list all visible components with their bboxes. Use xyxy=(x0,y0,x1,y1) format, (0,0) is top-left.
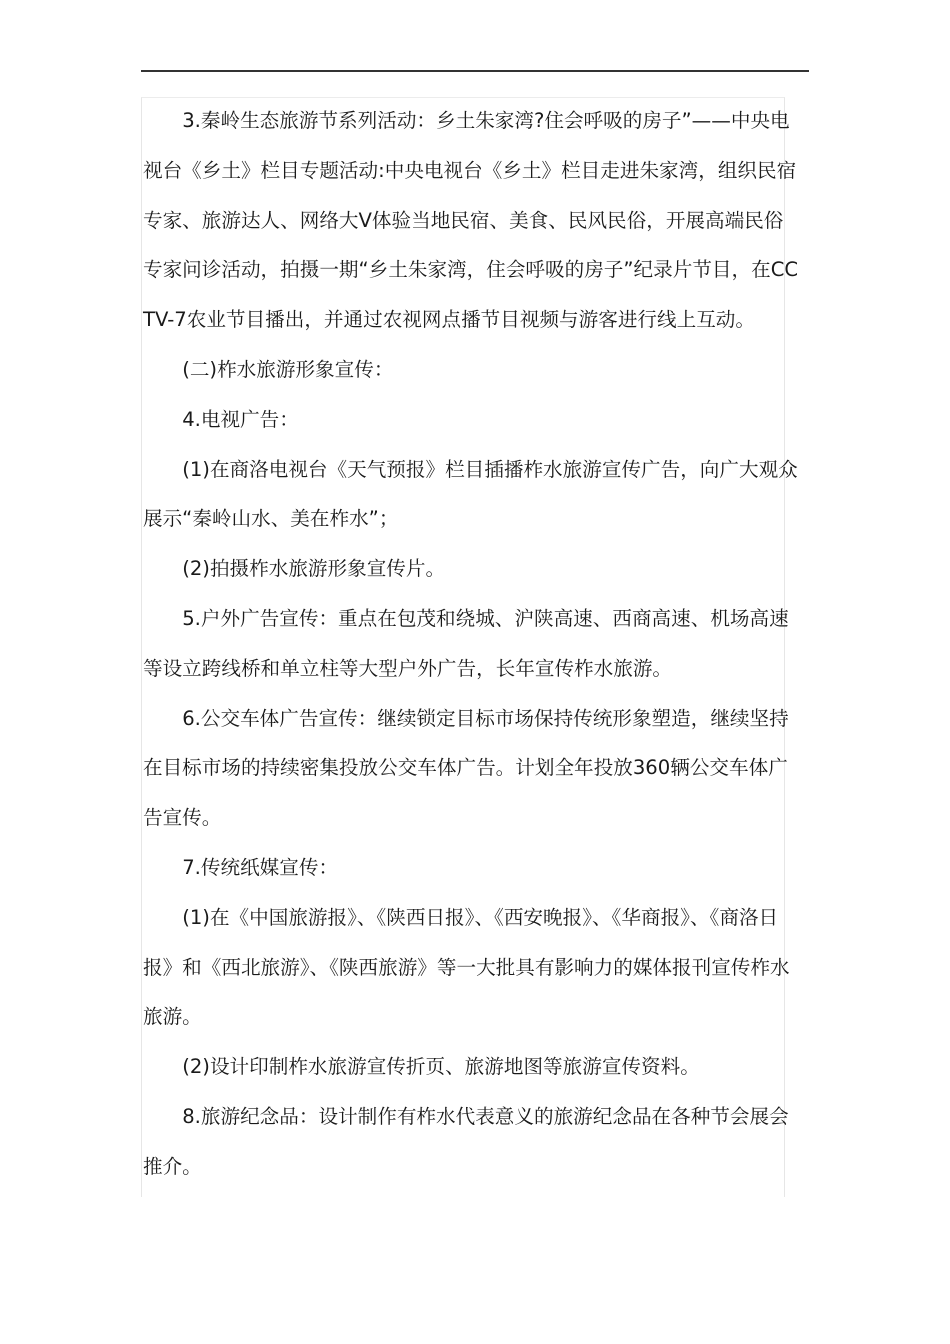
paragraph-activity-3: 3.秦岭生态旅游节系列活动：乡土朱家湾?住会呼吸的房子”——中央电视台《乡土》栏目专题活动:中央电视台《乡土》栏目走进朱家湾，组织民宿专家、旅游达人、网络大V体验当地民宿、美食、民风民俗，开展高端民俗专家问诊活动，拍摄一期“乡土朱家湾，住会呼吸的房子”纪录片节目，在CCTV-7农业节目播出，并通过农视网点播节目视频与游客进行线上互动。 xyxy=(143,109,799,332)
paragraph-tv-ads-heading: 4.电视广告： xyxy=(182,407,299,431)
paragraph-print-media-heading: 7.传统纸媒宣传： xyxy=(182,855,339,879)
section-heading-image-promotion: (二)柞水旅游形象宣传： xyxy=(182,357,394,381)
document-body xyxy=(143,96,799,1192)
paragraph-print-media-1: (1)在《中国旅游报》、《陕西日报》、《西安晚报》、《华商报》、《商洛日报》和《西北旅游》、《陕西旅游》等一大批具有影响力的媒体报刊宣传柞水旅游。 xyxy=(143,905,790,1029)
header-rule xyxy=(141,70,809,72)
paragraph-tv-ads-1: (1)在商洛电视台《天气预报》栏目插播柞水旅游宣传广告，向广大观众展示“秦岭山水、美在柞水”； xyxy=(143,457,798,531)
paragraph-print-media-2: (2)设计印制柞水旅游宣传折页、旅游地图等旅游宣传资料。 xyxy=(182,1055,700,1079)
paragraph-souvenirs: 8.旅游纪念品：设计制作有柞水代表意义的旅游纪念品在各种节会展会推介。 xyxy=(143,1104,789,1178)
paragraph-outdoor-ads: 5.户外广告宣传：重点在包茂和绕城、沪陕高速、西商高速、机场高速等设立跨线桥和单立柱等大型户外广告，长年宣传柞水旅游。 xyxy=(143,606,789,680)
paragraph-bus-ads: 6.公交车体广告宣传：继续锁定目标市场保持传统形象塑造，继续坚持在目标市场的持续密集投放公交车体广告。计划全年投放360辆公交车体广告宣传。 xyxy=(143,706,789,830)
paragraph-tv-ads-2: (2)拍摄柞水旅游形象宣传片。 xyxy=(182,557,446,581)
